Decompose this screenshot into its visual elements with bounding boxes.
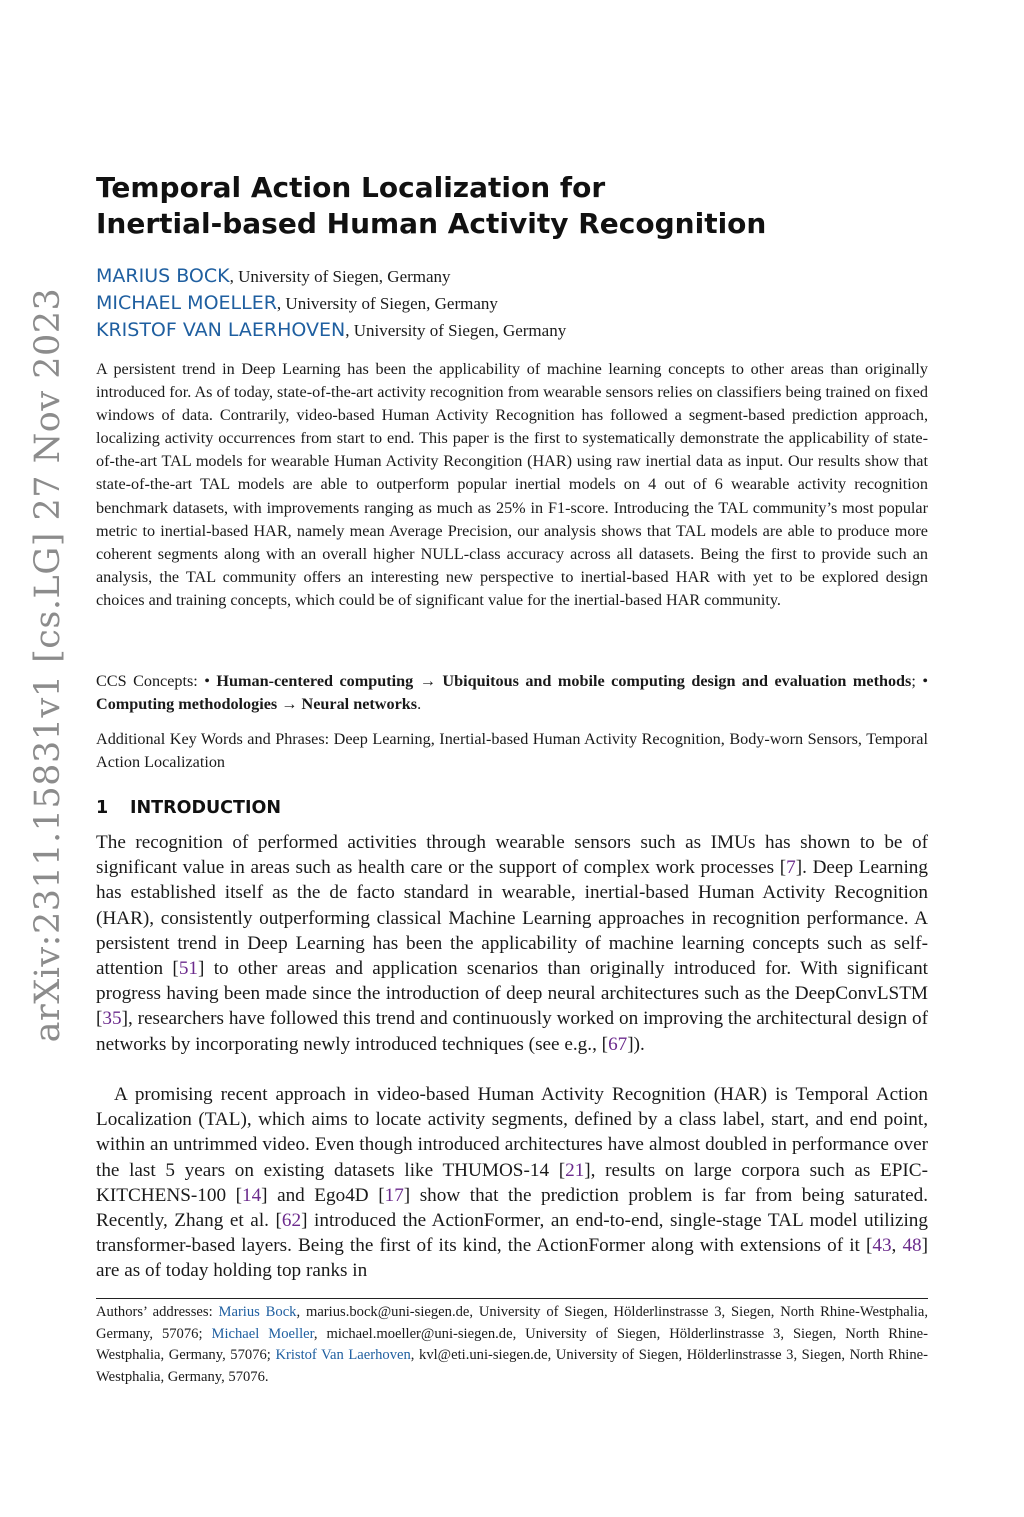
ccs-separator: ; •	[911, 672, 929, 690]
paragraph-text: ]).	[627, 1033, 645, 1055]
citation-link[interactable]: 48	[902, 1235, 922, 1257]
author-link[interactable]: Michael Moeller	[211, 1325, 314, 1342]
paragraph-text: ,	[891, 1235, 903, 1257]
author-entry	[96, 290, 936, 317]
footnote-text: Authors’ addresses:	[96, 1304, 219, 1320]
citation-link[interactable]: 43	[872, 1235, 892, 1257]
paragraph-text: ] are as of today holding top ranks in	[96, 1235, 929, 1282]
ccs-concept: Computing methodologies	[96, 694, 278, 713]
abstract: A persistent trend in Deep Learning has been the applicability of machine learning concepts to other areas than originally introduced for. As of today, state-of-the-art activity recognition from wearable sensors relies on classifiers being trained on fixed windows of data. Contrarily, video-based Human Activity Recognition has followed a segment-based prediction approach, localizing activity occurrences from start to end. This paper is the first to systematically demonstrate the applicability of state-of-the-art TAL models for wearable Human Activity Recongition (HAR) using raw inertial data as input. Our results show that state-of-the-art TAL models are able to outperform popular inertial models on 4 out of 6 wearable activity recognition benchmark datasets, with improvements ranging as much as 25% in F1-score. Introducing the TAL community’s most popular metric to inertial-based HAR, namely mean Average Precision, our analysis shows that TAL models are able to produce more coherent segments along with an overall higher NULL-class accuracy across all datasets. Being the first to provide such an analysis, the TAL community offers an interesting new perspective to inertial-based HAR with yet to be explored design choices and training concepts, which could be of significant value for the inertial-based HAR community.	[96, 360, 928, 609]
author-link[interactable]: Kristof Van Laerhoven	[275, 1347, 411, 1364]
paragraph-text: The recognition of performed activities through wearable sensors such as IMUs has shown to be of significant value in areas such as health care or the support of complex work processes [	[96, 832, 928, 879]
citation-link[interactable]: 51	[178, 958, 199, 980]
paragraph-text: A promising recent approach in video-based Human Activity Recognition (HAR) is Temporal Action Localization (TAL), which aims to locate activity segments, defined by a class label, start, and end point, within an untrimmed video. Even though introduced architectures have almost doubled in performance over the last 5 years on existing datasets like THUMOS-14 [	[96, 1084, 928, 1181]
footnote-text: , kvl@eti.uni-siegen.de, University of Siegen, Hölderlinstrasse 3, Siegen, North Rhine-Westphalia, Germany, 57076.	[96, 1347, 928, 1385]
author-name[interactable]: MICHAEL MOELLER	[96, 292, 277, 314]
ccs-concept: Ubiquitous and mobile computing design and evaluation methods	[442, 672, 912, 690]
ccs-concept: Human-centered computing	[216, 672, 414, 690]
title-line-1: Temporal Action Localization for	[96, 171, 606, 204]
citation-link[interactable]: 62	[281, 1210, 302, 1232]
section-title: INTRODUCTION	[130, 798, 281, 818]
intro-paragraph-1	[96, 830, 928, 1057]
keywords: Additional Key Words and Phrases: Deep Learning, Inertial-based Human Activity Recognition, Body-worn Sensors, Temporal Action Localization	[96, 730, 928, 772]
footnote-text: , marius.bock@uni-siegen.de, University of Siegen, Hölderlinstrasse 3, Siegen, North Rhine-Westphalia, Germany, 57076;	[96, 1304, 928, 1342]
section-heading	[96, 798, 281, 818]
author-affiliation: , University of Siegen, Germany	[276, 294, 498, 313]
author-list	[96, 263, 936, 344]
section-number: 1	[96, 798, 109, 818]
intro-paragraph-2	[96, 1082, 928, 1284]
ccs-arrow: →	[413, 672, 443, 690]
citation-link[interactable]: 21	[565, 1159, 585, 1181]
citation-link[interactable]: 14	[241, 1184, 262, 1206]
footnote-divider	[96, 1298, 928, 1299]
author-entry	[96, 263, 936, 290]
paper-title	[96, 170, 896, 242]
paragraph-text: ] and Ego4D [	[261, 1184, 385, 1206]
ccs-arrow: →	[277, 694, 302, 713]
ccs-concepts	[96, 670, 928, 715]
author-link[interactable]: Marius Bock	[218, 1304, 297, 1320]
paragraph-text: ] to other areas and application scenarios than originally introduced for. With significant progress having been made since the introduction of deep neural architectures such as the DeepConvLSTM [	[96, 958, 928, 1030]
paragraph-text: ], researchers have followed this trend and continuously worked on improving the architectural design of networks by incorporating newly introduced techniques (see e.g., [	[96, 1008, 928, 1055]
author-name[interactable]: KRISTOF VAN LAERHOVEN	[96, 319, 346, 341]
ccs-prefix: CCS Concepts: •	[96, 672, 217, 690]
citation-link[interactable]: 17	[384, 1184, 404, 1206]
author-entry	[96, 317, 936, 344]
citation-link[interactable]: 35	[102, 1008, 122, 1030]
title-line-2: Inertial-based Human Activity Recognition	[96, 207, 767, 240]
citation-link[interactable]: 67	[608, 1033, 628, 1055]
footnote-text: , michael.moeller@uni-siegen.de, University of Siegen, Hölderlinstrasse 3, Siegen, North Rhine-Westphalia, Germany, 57076;	[96, 1325, 929, 1364]
author-affiliation: , University of Siegen, Germany	[229, 267, 451, 286]
citation-link[interactable]: 7	[786, 857, 796, 879]
paragraph-text: ], results on large corpora such as EPIC-KITCHENS-100 [	[96, 1159, 928, 1206]
authors-addresses-footnote	[96, 1302, 928, 1388]
paragraph-text: ] show that the prediction problem is far from being saturated. Recently, Zhang et al. [	[96, 1184, 929, 1232]
author-affiliation: , University of Siegen, Germany	[345, 321, 567, 340]
arxiv-identifier[interactable]: arXiv:2311.15831v1 [cs.LG] 27 Nov 2023	[28, 287, 68, 1043]
ccs-concept: Neural networks	[301, 694, 418, 713]
author-name[interactable]: MARIUS BOCK	[96, 265, 230, 287]
ccs-end: .	[417, 694, 422, 713]
paragraph-text: ]. Deep Learning has established itself as the de facto standard in wearable, inertial-based Human Activity Recognition (HAR), consistently outperforming classical Machine Learning approaches in recognition performance. A persistent trend in Deep Learning has been the applicability of machine learning concepts such as self-attention [	[96, 857, 928, 980]
paragraph-text: ] introduced the ActionFormer, an end-to-end, single-stage TAL model utilizing transformer-based layers. Being the first of its kind, the ActionFormer along with extensions of it [	[96, 1210, 928, 1257]
